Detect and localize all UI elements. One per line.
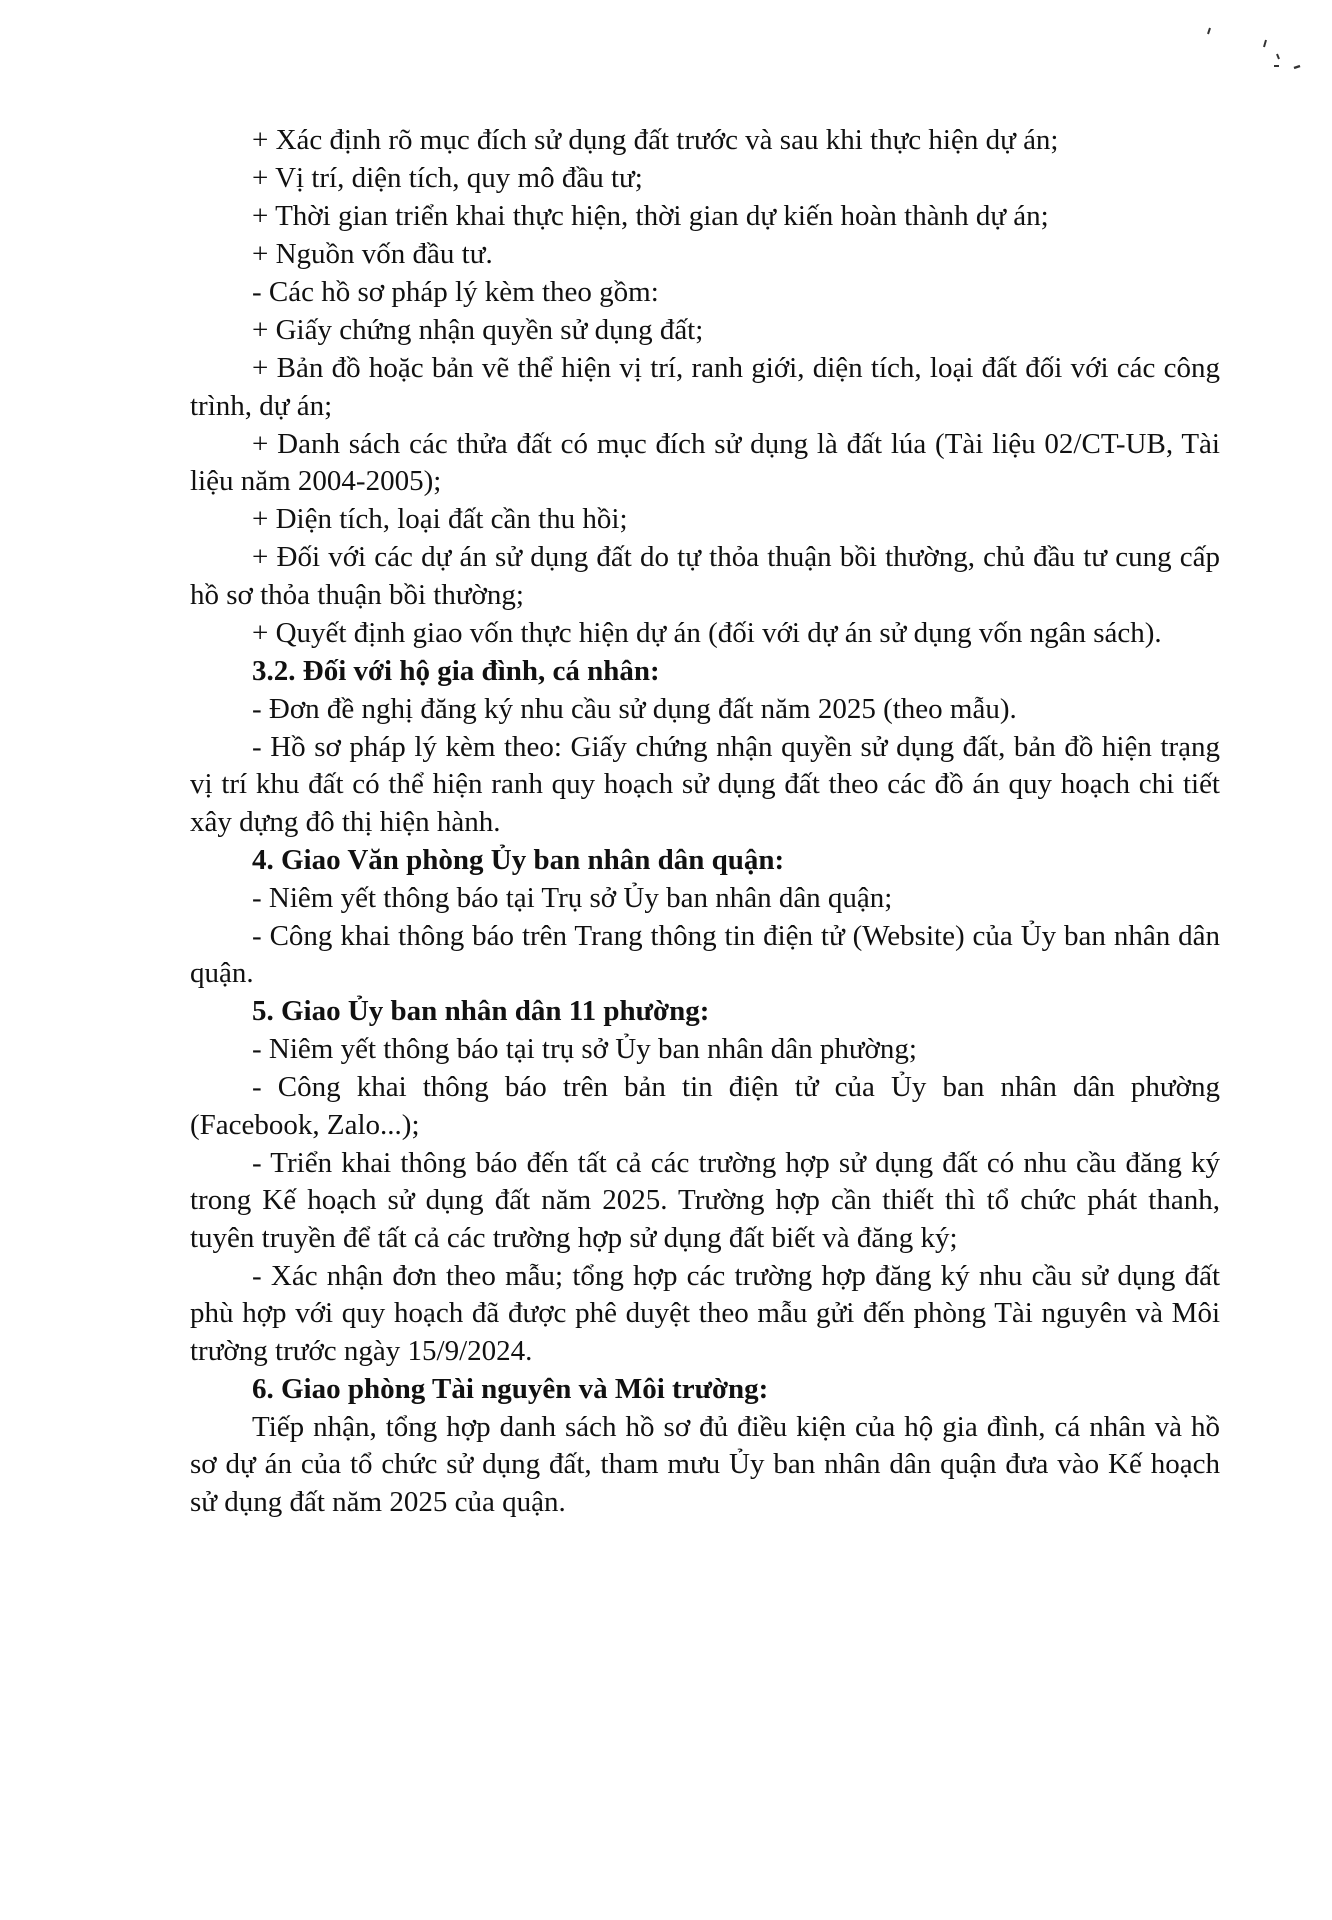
line-rice-land: + Danh sách các thửa đất có mục đích sử dụng là đất lúa (Tài liệu 02/CT-UB, Tài liệu năm 2004-2005); bbox=[190, 427, 1220, 497]
line-ward-outreach: - Triển khai thông báo đến tất cả các trường hợp sử dụng đất có nhu cầu đăng ký trong Kế hoạch sử dụng đất năm 2025. Trường hợp cần thiết thì tổ chức phát thanh, tuyên truyền để tất cả các trường hợp sử dụng đất biết và đăng ký; bbox=[190, 1146, 1220, 1254]
line-timeline: + Thời gian triển khai thực hiện, thời gian dự kiến hoàn thành dự án; bbox=[252, 200, 1049, 232]
line-land-certificate: + Giấy chứng nhận quyền sử dụng đất; bbox=[252, 314, 704, 346]
line-legal-docs: - Các hồ sơ pháp lý kèm theo gồm: bbox=[252, 276, 659, 308]
line-location: + Vị trí, diện tích, quy mô đầu tư; bbox=[252, 162, 643, 194]
line-household-docs: - Hồ sơ pháp lý kèm theo: Giấy chứng nhận quyền sử dụng đất, bản đồ hiện trạng vị trí khu đất có thể hiện ranh quy hoạch sử dụng đất theo các đồ án quy hoạch chi tiết xây dựng đô thị hiện hành. bbox=[190, 730, 1220, 838]
line-ward-social: - Công khai thông báo trên bản tin điện tử của Ủy ban nhân dân phường (Facebook, Zalo...); bbox=[190, 1071, 1220, 1141]
heading-households: 3.2. Đối với hộ gia đình, cá nhân: bbox=[252, 654, 660, 687]
line-application: - Đơn đề nghị đăng ký nhu cầu sử dụng đất năm 2025 (theo mẫu). bbox=[252, 692, 1017, 725]
line-budget-decision: + Quyết định giao vốn thực hiện dự án (đối với dự án sử dụng vốn ngân sách). bbox=[252, 616, 1162, 649]
line-capital: + Nguồn vốn đầu tư. bbox=[252, 238, 493, 270]
line-environment-tasks: Tiếp nhận, tổng hợp danh sách hồ sơ đủ điều kiện của hộ gia đình, cá nhân và hồ sơ dự án của tổ chức sử dụng đất, tham mưu Ủy ban nhân dân quận đưa vào Kế hoạch sử dụng đất năm 2025 của quận. bbox=[190, 1410, 1220, 1518]
line-ward-confirm: - Xác nhận đơn theo mẫu; tổng hợp các trường hợp đăng ký nhu cầu sử dụng đất phù hợp với quy hoạch đã được phê duyệt theo mẫu gửi đến phòng Tài nguyên và Môi trường trước ngày 15/9/2024. bbox=[190, 1259, 1220, 1367]
heading-wards: 5. Giao Ủy ban nhân dân 11 phường: bbox=[252, 995, 710, 1027]
line-website-notice: - Công khai thông báo trên Trang thông tin điện tử (Website) của Ủy ban nhân dân quận. bbox=[190, 919, 1220, 989]
line-post-notice-district: - Niêm yết thông báo tại Trụ sở Ủy ban nhân dân quận; bbox=[252, 881, 893, 914]
heading-environment-dept: 6. Giao phòng Tài nguyên và Môi trường: bbox=[252, 1372, 769, 1405]
heading-district-office: 4. Giao Văn phòng Ủy ban nhân dân quận: bbox=[252, 843, 785, 876]
line-compensation: + Đối với các dự án sử dụng đất do tự thỏa thuận bồi thường, chủ đầu tư cung cấp hồ sơ thỏa thuận bồi thường; bbox=[190, 541, 1220, 611]
line-post-notice-ward: - Niêm yết thông báo tại trụ sở Ủy ban nhân dân phường; bbox=[252, 1033, 917, 1065]
scan-marks bbox=[1162, 18, 1302, 78]
line-purpose: + Xác định rõ mục đích sử dụng đất trước và sau khi thực hiện dự án; bbox=[252, 124, 1059, 156]
line-maps: + Bản đồ hoặc bản vẽ thể hiện vị trí, ranh giới, diện tích, loại đất đối với các công trình, dự án; bbox=[190, 352, 1220, 422]
line-recovery-area: + Diện tích, loại đất cần thu hồi; bbox=[252, 503, 628, 535]
document-body bbox=[190, 122, 1220, 1522]
